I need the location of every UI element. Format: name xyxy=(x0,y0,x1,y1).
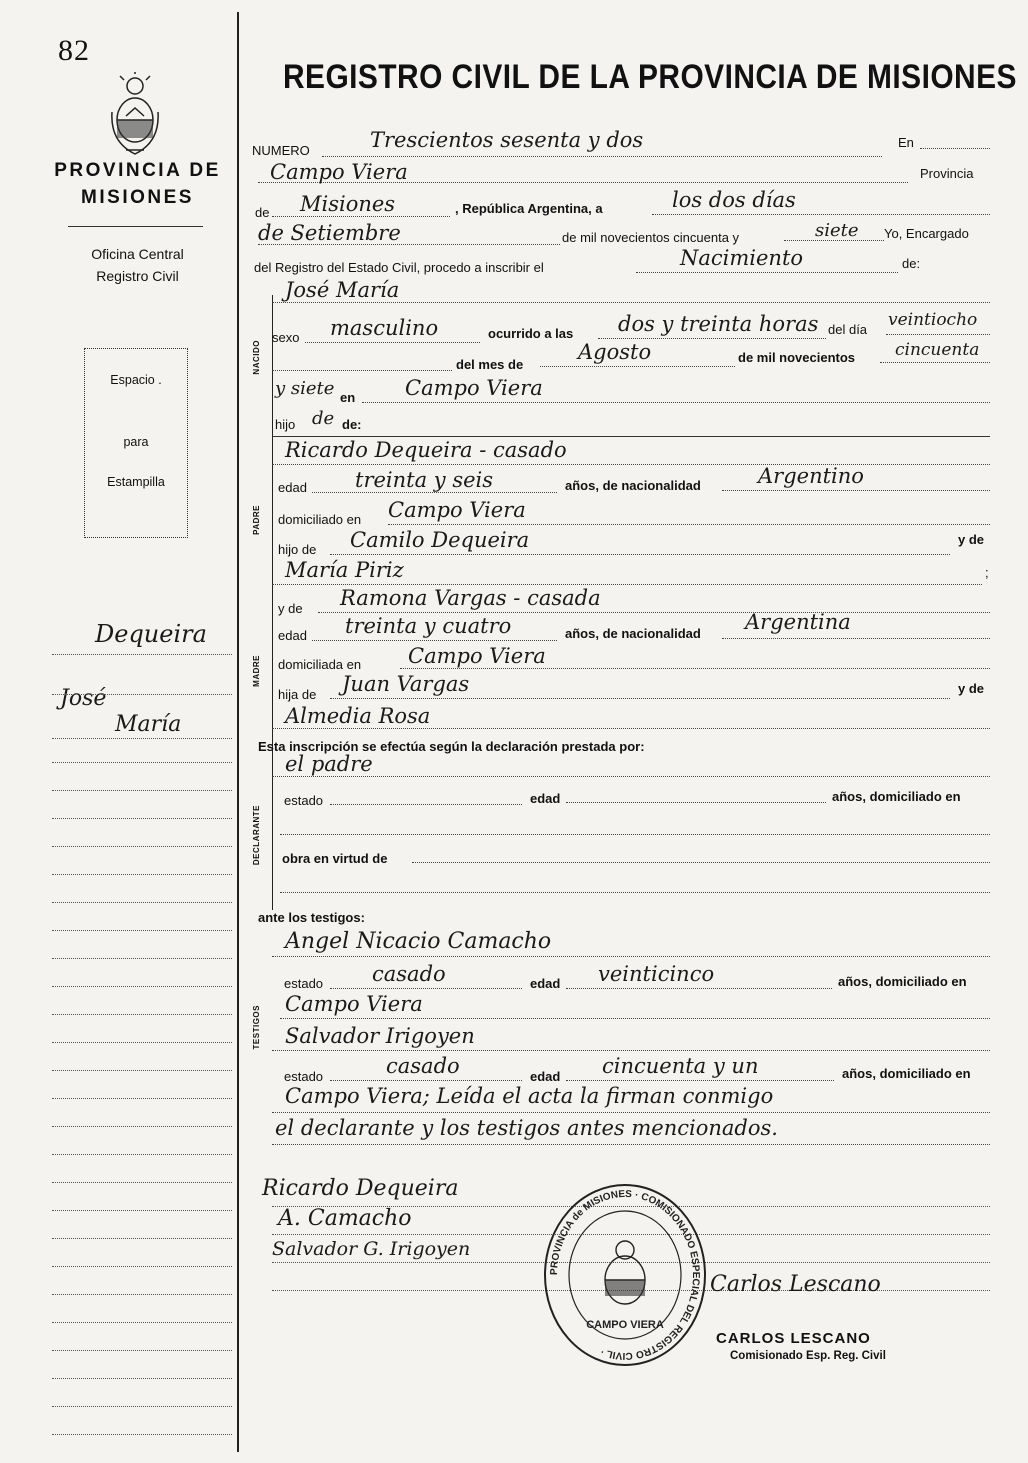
numero-label: NUMERO xyxy=(252,143,310,158)
sexo-label: sexo xyxy=(272,330,300,345)
father-address-value: Campo Viera xyxy=(388,498,526,522)
witness1-edad-label: edad xyxy=(530,976,561,991)
section-madre-label: MADRE xyxy=(252,655,261,687)
registro-label: del Registro del Estado Civil, procedo a inscribir el xyxy=(254,260,544,275)
section-testigos-label: TESTIGOS xyxy=(252,1005,261,1050)
registration-place-value: Campo Viera xyxy=(270,160,408,184)
stamp-label-line1: Espacio . xyxy=(110,373,162,387)
margin-divider xyxy=(237,12,239,1452)
father-name-value: Ricardo Dequeira - casado xyxy=(285,438,567,462)
birth-month-value: Agosto xyxy=(578,340,652,364)
child-name-value: José María xyxy=(285,278,400,302)
witness1-edad-value: veinticinco xyxy=(598,962,715,986)
witness1-name-value: Angel Nicacio Camacho xyxy=(285,929,552,954)
father-age-value: treinta y seis xyxy=(355,468,494,492)
ocurrido-label: ocurrido a las xyxy=(488,326,574,341)
witness2-edad-label: edad xyxy=(530,1069,561,1084)
witness1-estado-value: casado xyxy=(372,962,446,986)
witness2-name-value: Salvador Irigoyen xyxy=(285,1024,475,1048)
signature-declarante: Ricardo Dequeira xyxy=(262,1176,459,1201)
office-label-line1: Oficina Central xyxy=(91,246,184,262)
madre-nacionalidad-label: años, de nacionalidad xyxy=(565,626,701,641)
encargado-label: Yo, Encargado xyxy=(884,226,969,241)
maternal-grandmother-value: Almedia Rosa xyxy=(285,704,431,728)
date-days-value: los dos días xyxy=(672,188,796,212)
province-value: Misiones xyxy=(300,192,396,216)
madre-yde2-label: y de xyxy=(958,681,985,696)
del-dia-label: del día xyxy=(828,322,868,337)
republica-label: , República Argentina, a xyxy=(455,201,603,216)
madre-domicilio-label: domiciliada en xyxy=(278,657,362,672)
birth-place-value: Campo Viera xyxy=(405,376,543,400)
year-label: de mil novecientos cincuenta y xyxy=(562,230,740,245)
stamp-label-line2: para xyxy=(123,435,149,449)
section-padre-label: PADRE xyxy=(252,505,261,535)
birth-year-label: de mil novecientos xyxy=(738,350,856,365)
madre-edad-label: edad xyxy=(278,628,307,643)
declarante-value: el padre xyxy=(285,752,373,776)
form-left-rule xyxy=(272,295,273,910)
official-seal-icon xyxy=(540,1180,710,1370)
margin-note-name2: María xyxy=(115,712,182,737)
seal-inner-text: CAMPO VIERA xyxy=(586,1319,664,1331)
numero-value: Trescientos sesenta y dos xyxy=(370,128,644,152)
paternal-grandmother-value: María Piriz xyxy=(285,558,404,582)
signature-witness1: A. Camacho xyxy=(278,1206,412,1231)
margin-note-name1: José xyxy=(60,686,107,711)
declaracion-intro-label: Esta inscripción se efectúa según la declaración prestada por: xyxy=(258,739,645,754)
padre-domicilio-label: domiciliado en xyxy=(278,512,362,527)
document-title: REGISTRO CIVIL DE LA PROVINCIA DE MISIONES xyxy=(283,58,1017,96)
signature-official: Carlos Lescano xyxy=(710,1272,881,1297)
padre-semicolon: ; xyxy=(985,565,989,580)
madre-hija-de-label: hija de xyxy=(278,687,317,702)
month-value: de Setiembre xyxy=(258,221,401,245)
stamp-label-line3: Estampilla xyxy=(107,475,165,489)
declarante-estado-label: estado xyxy=(284,793,324,808)
official-role: Comisionado Esp. Reg. Civil xyxy=(730,1350,886,1362)
padre-edad-label: edad xyxy=(278,480,307,495)
father-nationality-value: Argentino xyxy=(758,464,864,488)
de2-label: de: xyxy=(902,256,921,271)
madre-yde-label: y de xyxy=(278,601,303,616)
mother-name-value: Ramona Vargas - casada xyxy=(340,586,601,610)
provincia-label: Provincia xyxy=(920,166,974,181)
declarante-anos-label: años, domiciliado en xyxy=(832,789,961,804)
mes-label: del mes de xyxy=(456,357,524,372)
mother-age-value: treinta y cuatro xyxy=(345,614,512,638)
witness2-estado-label: estado xyxy=(284,1069,324,1084)
stamp-space-box xyxy=(84,348,188,538)
sexo-value: masculino xyxy=(330,316,439,340)
province-title-line1: PROVINCIA DE xyxy=(54,160,221,181)
obra-label: obra en virtud de xyxy=(282,851,388,866)
maternal-grandfather-value: Juan Vargas xyxy=(342,672,470,696)
svg-text:PROVINCIA de MISIONES · COMISI xyxy=(549,1189,701,1361)
margin-note-surname: Dequeira xyxy=(95,620,207,648)
witness2-estado-value: casado xyxy=(386,1054,460,1078)
hijo-value: de xyxy=(312,408,335,429)
section-nacido-label: NACIDO xyxy=(252,340,261,375)
witness2-edad-value: cincuenta y un xyxy=(602,1054,759,1078)
sidebar-divider xyxy=(68,226,203,227)
mother-nationality-value: Argentina xyxy=(745,610,851,634)
nacido-en-label: en xyxy=(340,390,356,405)
padre-yde-label: y de xyxy=(958,532,985,547)
province-title-line2: MISIONES xyxy=(81,187,194,208)
birth-day-value: veintiocho xyxy=(888,310,978,330)
seal-outer-text: PROVINCIA de MISIONES · COMISIONADO ESPECIAL DEL REGISTRO CIVIL · xyxy=(548,1188,702,1362)
birth-year-value2: y siete xyxy=(275,378,335,399)
page-number: 82 xyxy=(58,34,90,67)
birth-year-value1: cincuenta xyxy=(895,340,980,360)
en-label: En xyxy=(898,135,914,150)
hijo-label: hijo xyxy=(275,417,296,432)
witness2-anos-label: años, domiciliado en xyxy=(842,1066,971,1081)
coat-of-arms-icon xyxy=(104,72,166,158)
paternal-grandfather-value: Camilo Dequeira xyxy=(350,528,530,552)
office-label-line2: Registro Civil xyxy=(96,268,179,284)
year-value: siete xyxy=(815,220,859,241)
de-label: de xyxy=(255,205,270,220)
declarante-edad-label: edad xyxy=(530,791,561,806)
birth-hour-value: dos y treinta horas xyxy=(618,312,819,336)
padre-nacionalidad-label: años, de nacionalidad xyxy=(565,478,701,493)
witness1-estado-label: estado xyxy=(284,976,324,991)
section-declarante-label: DECLARANTE xyxy=(252,805,261,866)
padre-hijo-de-label: hijo de xyxy=(278,542,317,557)
nacido-de-label: de: xyxy=(342,417,362,432)
signature-witness2: Salvador G. Irigoyen xyxy=(272,1238,471,1260)
closing-line1: Campo Viera; Leída el acta la firman conmigo xyxy=(285,1084,774,1108)
official-name: CARLOS LESCANO xyxy=(716,1330,871,1347)
witness1-address-value: Campo Viera xyxy=(285,992,423,1016)
testigos-intro-label: ante los testigos: xyxy=(258,910,365,925)
act-type-value: Nacimiento xyxy=(680,246,804,270)
closing-line2: el declarante y los testigos antes mencionados. xyxy=(275,1116,778,1140)
mother-address-value: Campo Viera xyxy=(408,644,546,668)
witness1-anos-label: años, domiciliado en xyxy=(838,974,967,989)
